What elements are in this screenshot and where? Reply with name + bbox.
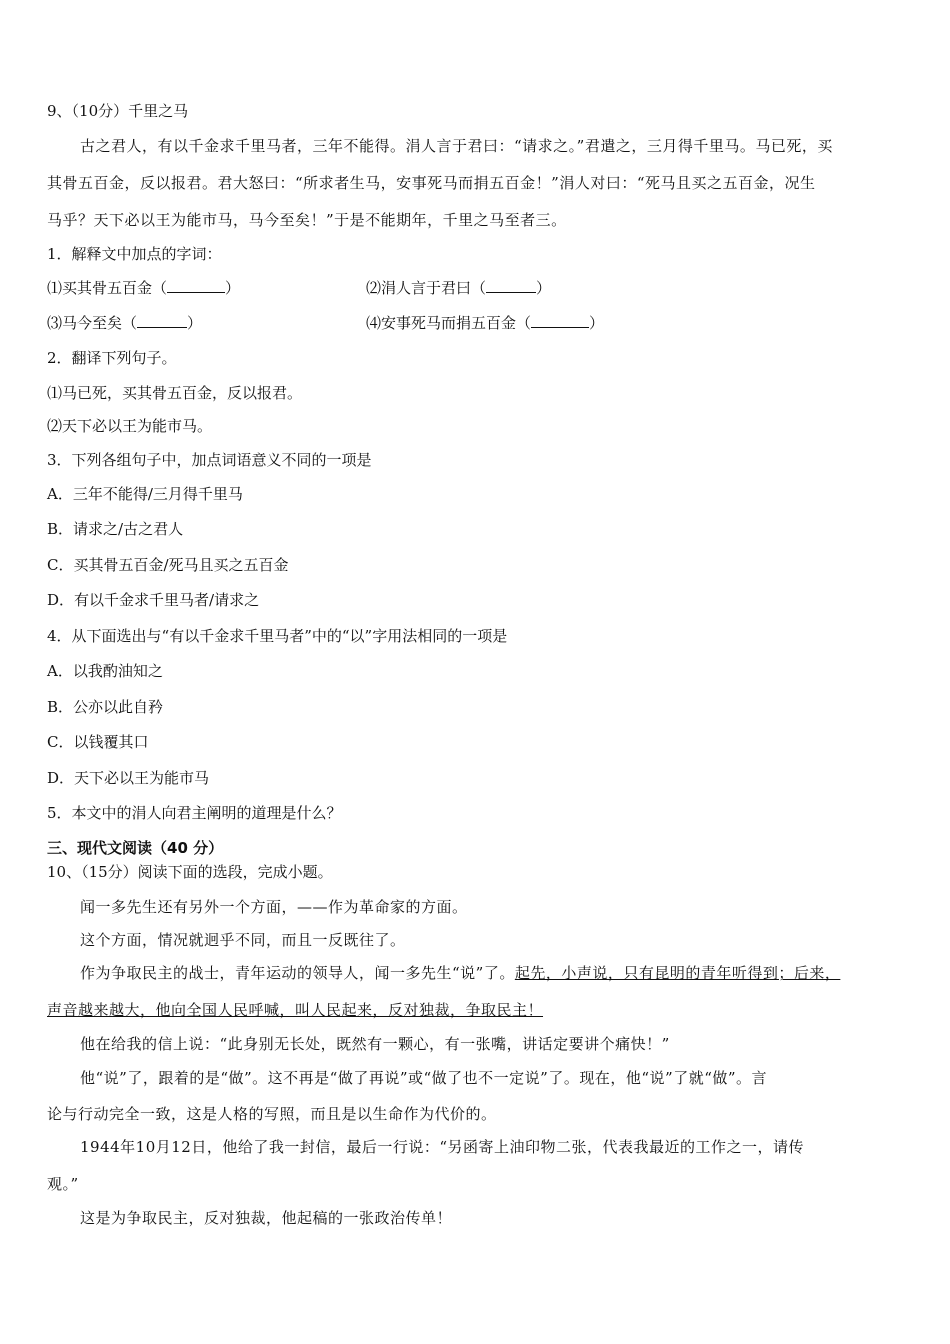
q10-p3-text: 作为争取民主的战士，青年运动的领导人，闻一多先生“说”了。 bbox=[80, 964, 515, 982]
answer-blank[interactable] bbox=[531, 313, 589, 328]
q9-sub4-option-a: A．以我酌油知之 bbox=[47, 662, 163, 680]
q9-sub3-option-d: D．有以千金求千里马者/请求之 bbox=[47, 591, 260, 609]
q10-paragraph: 这是为争取民主，反对独裁，他起稿的一张政治传单！ bbox=[80, 1209, 453, 1227]
q9-sub4-prompt: 4．从下面选出与“有以千金求千里马者”中的“以”字用法相同的一项是 bbox=[47, 627, 508, 645]
q10-p3-underlined: 起先，小声说，只有昆明的青年听得到；后来， bbox=[514, 964, 841, 982]
q9-sub3-option-c: C．买其骨五百金/死马且买之五百金 bbox=[47, 556, 289, 574]
q9-sub3-prompt: 3．下列各组句子中，加点词语意义不同的一项是 bbox=[47, 451, 372, 469]
q10-paragraph bbox=[80, 963, 840, 983]
q9-sub1-item: ⑵涓人言于君曰（ ） bbox=[366, 279, 552, 297]
q9-sub3-option-b: B．请求之/古之君人 bbox=[47, 520, 184, 538]
answer-blank[interactable] bbox=[486, 278, 536, 293]
q9-passage-line: 其骨五百金，反以报君。君大怒曰：“所求者生马，安事死马而捐五百金！”涓人对曰：“死马且买之五百金，况生 bbox=[47, 174, 816, 192]
q9-sub1-row bbox=[47, 313, 747, 333]
q9-sub4-option-b: B．公亦以此自矜 bbox=[47, 698, 164, 716]
answer-blank[interactable] bbox=[137, 313, 187, 328]
q9-title: 9、（10分）千里之马 bbox=[47, 102, 189, 120]
q9-sub5-prompt: 5．本文中的涓人向君主阐明的道理是什么？ bbox=[47, 804, 342, 822]
q10-paragraph: 1944年10月12日，他给了我一封信，最后一行说：“另函寄上油印物二张，代表我最近的工作之一，请传 bbox=[80, 1138, 805, 1156]
q9-sub4-option-c: C．以钱覆其口 bbox=[47, 733, 149, 751]
q10-paragraph: 他在给我的信上说：“此身别无长处，既然有一颗心，有一张嘴，讲话定要讲个痛快！” bbox=[80, 1035, 670, 1053]
q9-sub2-prompt: 2．翻译下列句子。 bbox=[47, 349, 177, 367]
q9-sub1-item: ⑴买其骨五百金（ ） bbox=[47, 279, 241, 297]
q9-sub1-prompt: 1．解释文中加点的字词： bbox=[47, 245, 222, 263]
answer-blank[interactable] bbox=[167, 278, 225, 293]
q10-p3-underlined-cont: 声音越来越大，他向全国人民呼喊，叫人民起来，反对独裁，争取民主！ bbox=[47, 1001, 544, 1019]
q9-passage-line: 马乎？天下必以王为能市马，马今至矣！”于是不能期年，千里之马至者三。 bbox=[47, 211, 567, 229]
q10-paragraph: 他“说”了，跟着的是“做”。这不再是“做了再说”或“做了也不一定说”了。现在，他“说”了就“做”。言 bbox=[80, 1069, 768, 1087]
q9-sub1-item: ⑷安事死马而捐五百金（ ） bbox=[366, 314, 605, 332]
q9-sub3-option-a: A．三年不能得/三月得千里马 bbox=[47, 485, 243, 503]
q10-title: 10、（15分）阅读下面的选段，完成小题。 bbox=[47, 863, 333, 881]
section-heading: 三、现代文阅读（40 分） bbox=[47, 839, 224, 857]
q10-paragraph-cont: 论与行动完全一致，这是人格的写照，而且是以生命作为代价的。 bbox=[47, 1105, 497, 1123]
q9-sub1-row bbox=[47, 278, 747, 298]
q10-paragraph: 闻一多先生还有另外一个方面，——作为革命家的方面。 bbox=[80, 898, 468, 916]
q9-sub4-option-d: D．天下必以王为能市马 bbox=[47, 769, 210, 787]
q9-passage-line: 古之君人，有以千金求千里马者，三年不能得。涓人言于君曰：“请求之。”君遣之，三月得千里马。马已死，买 bbox=[80, 137, 833, 155]
q10-paragraph: 这个方面，情况就迥乎不同，而且一反既往了。 bbox=[80, 931, 406, 949]
q10-paragraph-cont: 观。” bbox=[47, 1175, 79, 1193]
q9-sub2-item: ⑵天下必以王为能市马。 bbox=[47, 417, 213, 435]
q9-sub1-item: ⑶马今至矣（ ） bbox=[47, 314, 203, 332]
q9-sub2-item: ⑴马已死，买其骨五百金，反以报君。 bbox=[47, 384, 303, 402]
